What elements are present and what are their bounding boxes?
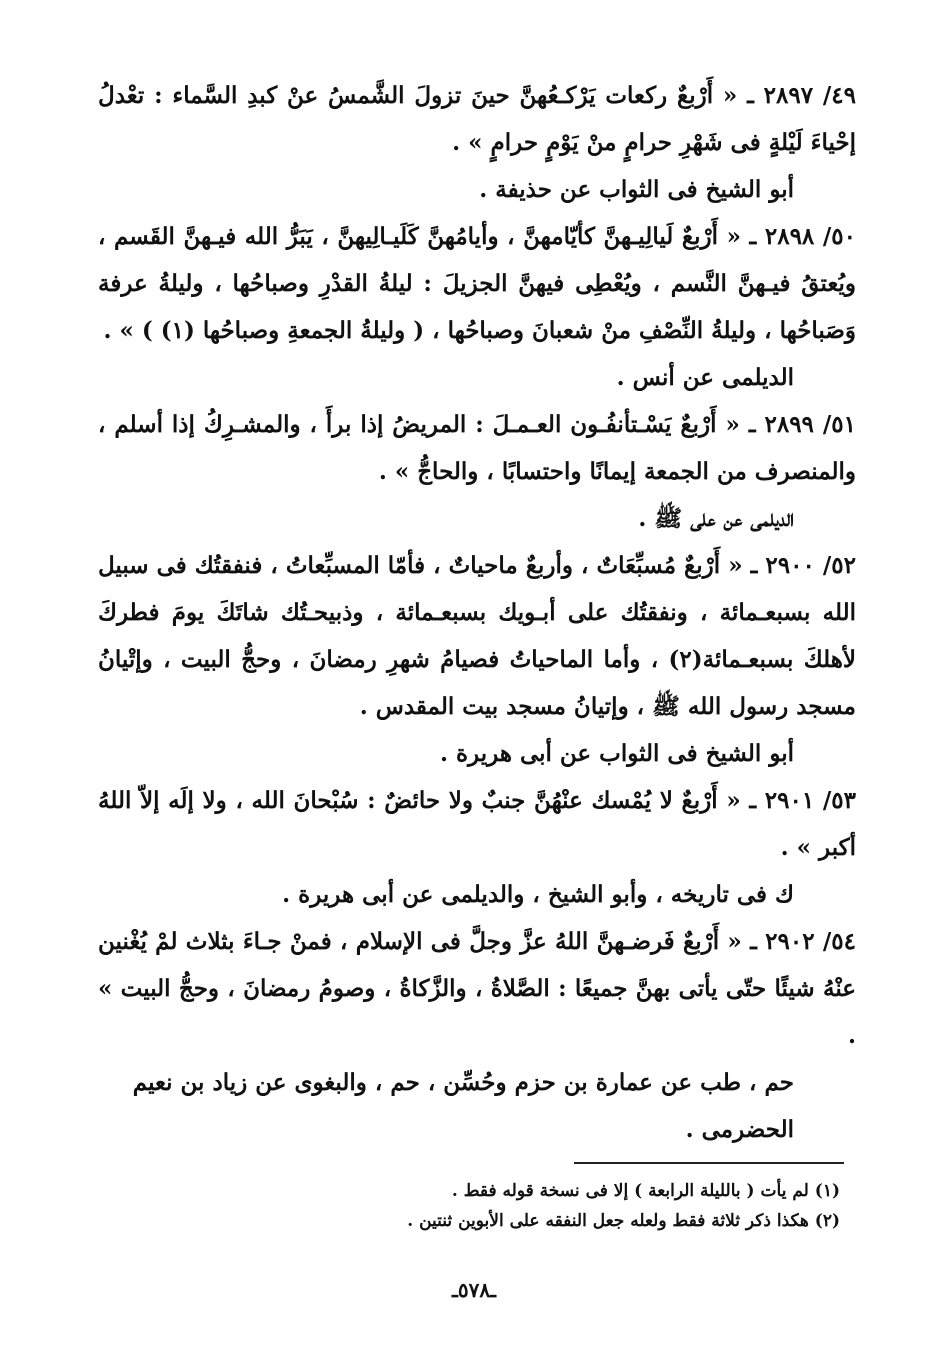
- entry-2899: [98, 401, 856, 495]
- entry-number: ٤٩/ ٢٨٩٧ ـ: [747, 82, 856, 109]
- footnotes: [98, 1176, 840, 1236]
- entry-text: « أَرْبعٌ يَسْـتأنفُـون العـمـلَ : المريضُ إذا برأَ ، والمشـرِكُ إذا أسلم ، والمنصرف من الجمعة إيمانًا واحتسابًا ، والحاجُّ » .: [98, 411, 856, 485]
- entry-2897: [98, 72, 856, 166]
- entry-source: الديلمى عن على ﷺ .: [638, 505, 794, 532]
- entry-number: ٥٤/ ٢٩٠٢ ـ: [750, 928, 856, 955]
- entry-number: ٥٢/ ٢٩٠٠ ـ: [750, 552, 856, 579]
- entry-2901: [98, 777, 856, 871]
- entry-number: ٥٣/ ٢٩٠١ ـ: [749, 787, 856, 814]
- entry-source: أبو الشيخ فى الثواب عن أبى هريرة .: [439, 740, 794, 767]
- entry-text: « أَرْبعٌ لَيالِيـهنَّ كأيّامهنَّ ، وأيامُهنَّ كَلَيـالِيهنَّ ، يَبَرُّ الله فيـهنَّ القَسم ، ويُعتقُ فيـهنَّ النَّسم ، ويُعْطِى فيهنَّ الجزيلَ : ليلةُ القدْرِ وصباحُها ، وليلةُ عرفة وَصَباحُها ، وليلةُ النِّصْفِ منْ شعبانَ وصباحُها ، ( وليلةُ الجمعةِ وصباحُها (١) ) » .: [98, 223, 856, 344]
- entry-text: « أَرْبعٌ ركعات يَرْكـعُهنَّ حينَ تزولَ الشَّمسُ عنْ كبدِ السَّماء : تعْدلُ إحْياءَ لَيْلةٍ فى شَهْرِ حرامٍ منْ يَوْمٍ حرامٍ » .: [98, 82, 856, 156]
- entry-source: أبو الشيخ فى الثواب عن حذيفة .: [479, 176, 794, 203]
- entry-text: « أَرْبعٌ لا يُمْسك عنْهُنَّ جنبٌ ولا حائضٌ : سُبْحانَ الله ، ولا إلَه إلاّ اللهُ أكبر » .: [98, 787, 856, 861]
- entry-text: « أَرْبعٌ فَرضـهنَّ اللهُ عزَّ وجلَّ فى الإسلام ، فمنْ جـاءَ بثلاث لمْ يُغْنين عنْهُ شيئًا حتّى يأتى بهنَّ جميعًا : الصَّلاةُ ، والزَّكاةُ ، وصومُ رمضانَ ، وحجُّ البيت » .: [98, 928, 856, 1049]
- footnote-1: (١) لم يأت ( بالليلة الرابعة ) إلا فى نسخة قوله فقط .: [451, 1181, 840, 1201]
- page-number: ـ٥٧٨ـ: [452, 1278, 496, 1302]
- footnote-divider: [574, 1162, 844, 1164]
- entry-source: ك فى تاريخه ، وأبو الشيخ ، والديلمى عن أبى هريرة .: [282, 881, 794, 908]
- entry-number: ٥١/ ٢٨٩٩ ـ: [748, 411, 856, 438]
- entry-2902: [98, 918, 856, 1059]
- entry-number: ٥٠/ ٢٨٩٨ ـ: [749, 223, 856, 250]
- entry-source: حم ، طب عن عمارة بن حزم وحُسِّن ، حم ، والبغوى عن زياد بن نعيم الحضرمى .: [132, 1069, 794, 1143]
- footnote-2: (٢) هكذا ذكر ثلاثة فقط ولعله جعل النفقه على الأبوين ثنتين .: [407, 1211, 840, 1231]
- entry-2900: [98, 542, 856, 730]
- entry-2898: [98, 213, 856, 354]
- entry-source: الديلمى عن أنس .: [616, 364, 794, 391]
- entry-text: « أَرْبعٌ مُسبِّعَاتٌ ، وأربعٌ ماحياتٌ ، فأمّا المسبِّعاتُ ، فنفقتُك فى سبيل الله بسبعـمائة ، ونفقتُك على أبـويك بسبعـمائة ، وذبيحـتُك شاتَكَ يومَ فطركَ لأهلكَ بسبعـمائة(٢) ، وأما الماحياتُ فصيامُ شهرِ رمضانَ ، وحجُّ البيت ، وإتْيانُ مسجد رسول الله ﷺ ، وإتيانُ مسجد بيت المقدس .: [98, 552, 856, 720]
